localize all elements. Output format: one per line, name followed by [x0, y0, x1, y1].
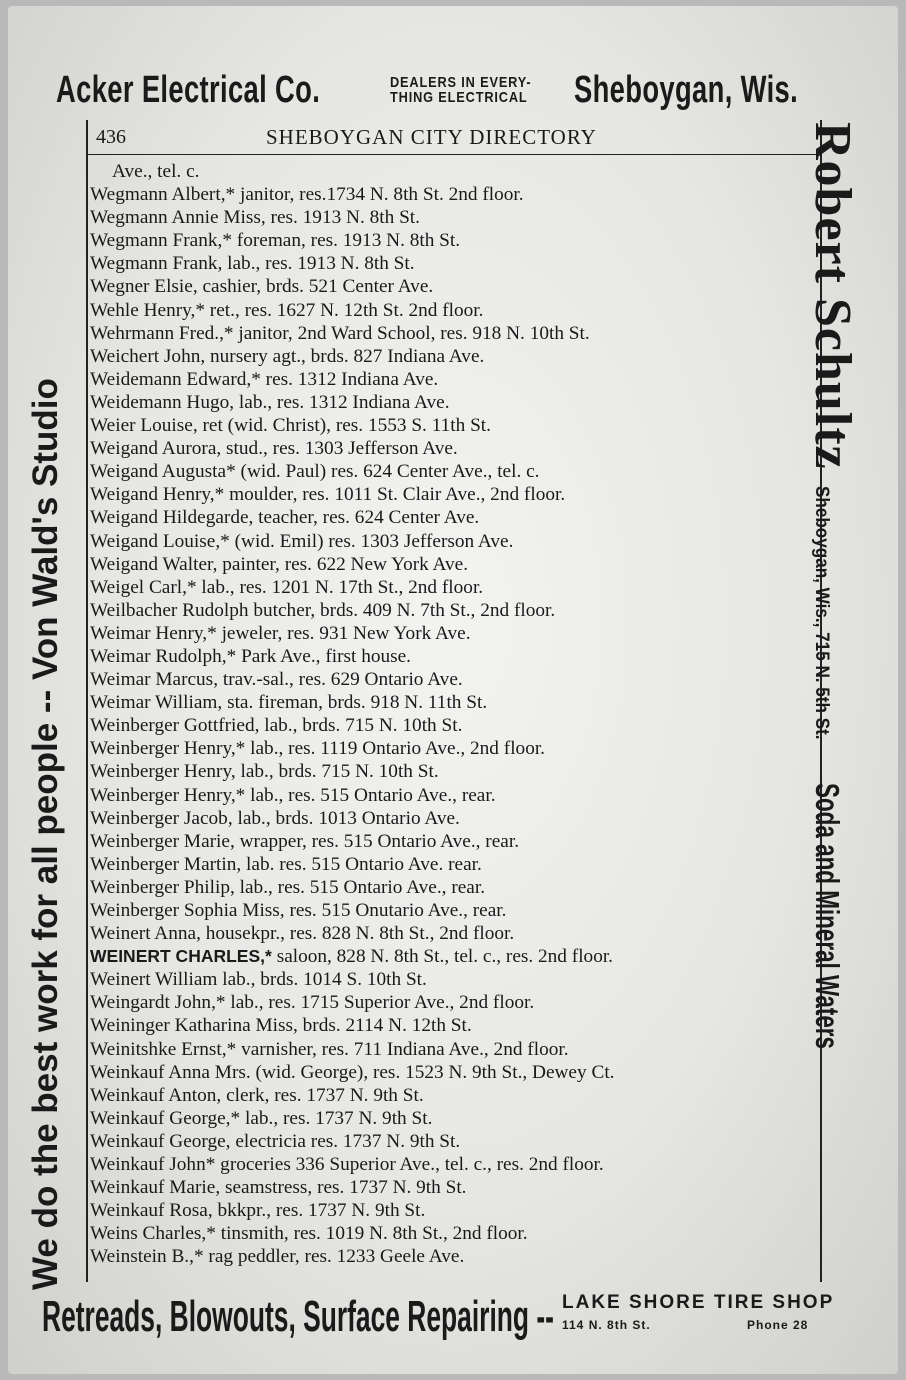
footer-ad-address: 114 N. 8th St.	[562, 1318, 651, 1332]
directory-entry: Weinberger Sophia Miss, res. 515 Onutario Ave., rear.	[90, 900, 507, 921]
directory-entry-bold-name: WEINERT CHARLES,*	[90, 946, 277, 967]
directory-entry: Weimar William, sta. fireman, brds. 918 N. 11th St.	[90, 692, 488, 714]
directory-entry: Weinitshke Ernst,* varnisher, res. 711 Indiana Ave., 2nd floor.	[90, 1038, 569, 1060]
directory-entry: Weinberger Henry, lab., brds. 715 N. 10th St.	[90, 761, 439, 783]
directory-entry: Weins Charles,* tinsmith, res. 1019 N. 8th St., 2nd floor.	[90, 1223, 528, 1245]
directory-entry: Ave., tel. c.	[112, 161, 200, 182]
directory-entry: Weinert Anna, housekpr., res. 828 N. 8th St., 2nd floor.	[90, 923, 515, 945]
directory-entry: Weimar Rudolph,* Park Ave., first house.	[90, 645, 412, 667]
right-ad-address: Sheboygan, Wis., 715 N. 5th St.	[811, 485, 832, 740]
header-ad-tagline-line1: DEALERS IN EVERY-	[390, 74, 532, 91]
directory-entry: Weinstein B.,* rag peddler, res. 1233 Geele Ave.	[90, 1246, 465, 1268]
directory-entry: Wehle Henry,* ret., res. 1627 N. 12th St. 2nd floor.	[90, 299, 484, 321]
directory-entry: Weinberger Henry,* lab., res. 515 Ontario Ave., rear.	[90, 784, 496, 806]
directory-entry: Weininger Katharina Miss, brds. 2114 N. 12th St.	[90, 1015, 472, 1037]
directory-entry: Weinberger Henry,* lab., res. 1119 Ontario Ave., 2nd floor.	[90, 738, 546, 760]
directory-entry: Weigand Augusta* (wid. Paul) res. 624 Center Ave., tel. c.	[90, 461, 540, 483]
directory-entry: Weinkauf John* groceries 336 Superior Ave., tel. c., res. 2nd floor.	[90, 1154, 604, 1176]
directory-entry: Weinkauf George, electricia res. 1737 N. 9th St.	[90, 1130, 461, 1152]
directory-entry: Weilbacher Rudolph butcher, brds. 409 N. 7th St., 2nd floor.	[90, 599, 556, 621]
directory-entry: Weinkauf Anton, clerk, res. 1737 N. 9th St.	[90, 1084, 424, 1106]
directory-entry: Wegner Elsie, cashier, brds. 521 Center Ave.	[90, 276, 434, 298]
directory-entry: Weigel Carl,* lab., res. 1201 N. 17th St., 2nd floor.	[90, 576, 484, 598]
directory-entry: Weidemann Edward,* res. 1312 Indiana Ave.	[90, 368, 439, 390]
directory-entry: Weinert William lab., brds. 1014 S. 10th St.	[90, 969, 427, 991]
directory-entry: Weinkauf George,* lab., res. 1737 N. 9th St.	[90, 1107, 433, 1129]
directory-entry: Weigand Hildegarde, teacher, res. 624 Center Ave.	[90, 507, 480, 529]
directory-entry: Weinberger Martin, lab. res. 515 Ontario Ave. rear.	[90, 853, 482, 875]
directory-entry: Weingardt John,* lab., res. 1715 Superior Ave., 2nd floor.	[90, 992, 535, 1014]
page-number: 436	[96, 126, 126, 148]
directory-entry: Weigand Louise,* (wid. Emil) res. 1303 Jefferson Ave.	[90, 530, 514, 552]
directory-entries	[90, 160, 820, 1269]
right-side-advertisement	[803, 122, 862, 1175]
directory-entry: Weier Louise, ret (wid. Christ), res. 1553 S. 11th St.	[90, 415, 491, 437]
left-side-advertisement: We do the best work for all people -- Von Wald's Studio	[26, 378, 65, 1290]
directory-entry: Weinberger Gottfried, lab., brds. 715 N. 10th St.	[90, 715, 463, 737]
right-ad-products: Soda and Mineral Waters	[809, 783, 846, 1050]
directory-entry: Weidemann Hugo, lab., res. 1312 Indiana Ave.	[90, 391, 450, 413]
directory-entry: Weinkauf Anna Mrs. (wid. George), res. 1523 N. 9th St., Dewey Ct.	[90, 1061, 615, 1083]
directory-entry: Weinkauf Marie, seamstress, res. 1737 N. 9th St.	[90, 1177, 467, 1199]
directory-entry: Weigand Aurora, stud., res. 1303 Jefferson Ave.	[90, 438, 458, 460]
header-ad-company: Acker Electrical Co.	[56, 68, 321, 111]
directory-entry: Weimar Marcus, trav.-sal., res. 629 Ontario Ave.	[90, 669, 463, 691]
header-ad-tagline	[390, 75, 532, 105]
directory-entry: Wegmann Albert,* janitor, res.1734 N. 8th St. 2nd floor.	[90, 184, 524, 206]
footer-ad-shop-name: LAKE SHORE TIRE SHOP	[562, 1292, 835, 1313]
header-ad-tagline-line2: THING ELECTRICAL	[390, 89, 528, 106]
directory-entry: Wehrmann Fred.,* janitor, 2nd Ward School, res. 918 N. 10th St.	[90, 322, 590, 344]
right-ad-name: Robert Schultz	[804, 122, 861, 470]
directory-entry: Weigand Walter, painter, res. 622 New York Ave.	[90, 553, 469, 575]
directory-entry-detail: saloon, 828 N. 8th St., tel. c., res. 2nd floor.	[276, 946, 614, 968]
directory-entry: Weinberger Marie, wrapper, res. 515 Ontario Ave., rear.	[90, 830, 520, 852]
directory-entry: Weigand Henry,* moulder, res. 1011 St. Clair Ave., 2nd floor.	[90, 484, 566, 506]
directory-entry: Weimar Henry,* jeweler, res. 931 New York Ave.	[90, 622, 471, 644]
directory-entry: Wegmann Frank,* foreman, res. 1913 N. 8th St.	[90, 230, 461, 252]
directory-entry: Wegmann Frank, lab., res. 1913 N. 8th St.	[90, 253, 415, 275]
directory-entry: Wegmann Annie Miss, res. 1913 N. 8th St.	[90, 207, 420, 229]
directory-entry: Weinberger Jacob, lab., brds. 1013 Ontario Ave.	[90, 807, 460, 829]
footer-advertisement	[42, 1292, 862, 1342]
page-header	[86, 124, 818, 155]
page-title: SHEBOYGAN CITY DIRECTORY	[266, 125, 597, 149]
directory-entry: Weinkauf Rosa, bkkpr., res. 1737 N. 9th St.	[90, 1200, 426, 1222]
directory-entry	[90, 945, 820, 968]
footer-ad-phone: Phone 28	[747, 1318, 809, 1332]
header-advertisement	[56, 68, 856, 112]
directory-entry: Weinberger Philip, lab., res. 515 Ontario Ave., rear.	[90, 876, 486, 898]
footer-ad-services: Retreads, Blowouts, Surface Repairing --	[42, 1292, 554, 1341]
directory-entry: Weichert John, nursery agt., brds. 827 Indiana Ave.	[90, 345, 485, 367]
header-ad-location: Sheboygan, Wis.	[574, 68, 799, 111]
